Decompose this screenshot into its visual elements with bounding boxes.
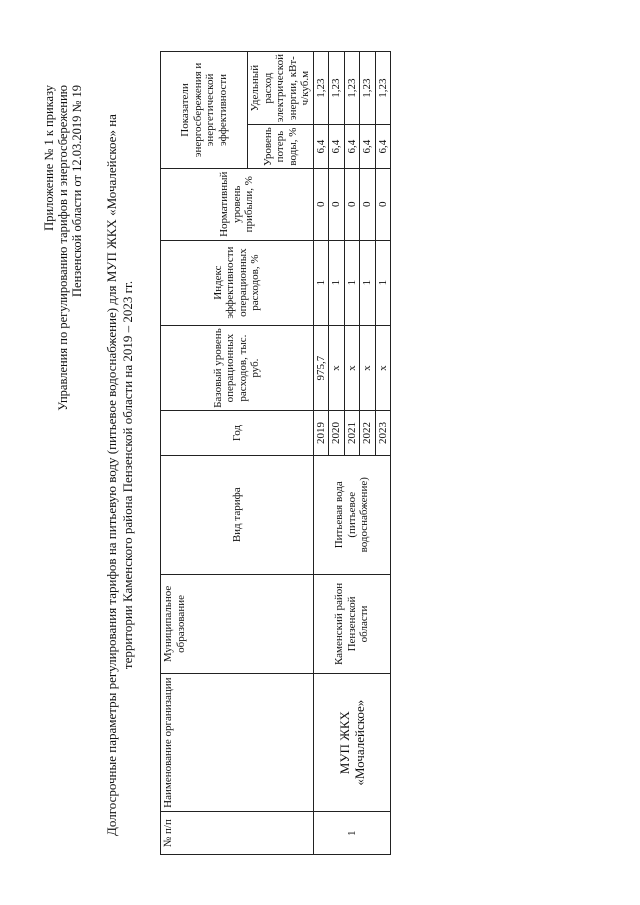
cell-year: 2023: [375, 411, 391, 455]
header-num: № п/п: [161, 812, 314, 855]
header-base-level: Базовый уровень операционных расходов, тыс. руб.: [161, 325, 314, 411]
header-profit-level: Нормативный уровень прибыли, %: [161, 168, 314, 240]
cell-efficiency-index: 1: [329, 240, 345, 325]
cell-specific-consumption: 1,23: [344, 52, 360, 125]
cell-specific-consumption: 1,23: [375, 52, 391, 125]
cell-year: 2021: [344, 411, 360, 455]
cell-specific-consumption: 1,23: [329, 52, 345, 125]
cell-year: 2019: [313, 411, 329, 455]
cell-water-loss: 6,4: [329, 125, 345, 169]
header-tariff-type: Вид тарифа: [161, 455, 314, 574]
cell-base-level: х: [375, 325, 391, 411]
header-year: Год: [161, 411, 314, 455]
cell-num: 1: [313, 812, 391, 855]
appendix-line-1: Приложение № 1 к приказу: [42, 85, 56, 231]
header-org: Наименование организации: [161, 673, 314, 812]
cell-year: 2020: [329, 411, 345, 455]
cell-water-loss: 6,4: [360, 125, 376, 169]
cell-municipality: Каменский район Пензенской области: [313, 574, 391, 673]
header-water-loss: Уровень потерь воды, %: [248, 125, 314, 169]
appendix-line-3: Пензенской области от 12.03.2019 № 19: [70, 85, 84, 297]
header-municipality: Муниципальное образование: [161, 574, 314, 673]
table-row: [313, 52, 329, 855]
cell-base-level: х: [329, 325, 345, 411]
org-name-line-2: «Мочалейское»: [351, 699, 367, 786]
header-specific-consumption: Удельный расход электрической энергии, кВт-ч/куб.м: [248, 52, 314, 125]
cell-base-level: х: [344, 325, 360, 411]
cell-org-name: [313, 673, 391, 812]
cell-specific-consumption: 1,23: [360, 52, 376, 125]
document-title: [104, 105, 136, 845]
cell-efficiency-index: 1: [344, 240, 360, 325]
cell-water-loss: 6,4: [313, 125, 329, 169]
cell-year: 2022: [360, 411, 376, 455]
cell-profit-level: 0: [360, 168, 376, 240]
header-efficiency-index: Индекс эффективности операционных расходов, %: [161, 240, 314, 325]
cell-profit-level: 0: [375, 168, 391, 240]
cell-tariff-type: Питьевая вода (питьевое водоснабжение): [313, 455, 391, 574]
cell-efficiency-index: 1: [360, 240, 376, 325]
cell-efficiency-index: 1: [375, 240, 391, 325]
cell-efficiency-index: 1: [313, 240, 329, 325]
cell-water-loss: 6,4: [344, 125, 360, 169]
cell-base-level: 975,7: [313, 325, 329, 411]
org-name-line-1: МУП ЖКХ: [336, 711, 352, 775]
cell-profit-level: 0: [329, 168, 345, 240]
cell-profit-level: 0: [344, 168, 360, 240]
appendix-note: [42, 85, 84, 505]
cell-profit-level: 0: [313, 168, 329, 240]
parameters-table: [160, 51, 391, 855]
cell-specific-consumption: 1,23: [313, 52, 329, 125]
title-line-2: территории Каменского района Пензенской области на 2019 – 2023 гг.: [120, 280, 135, 670]
header-indicators-group: Показатели энергосбережения и энергетической эффективности: [161, 52, 248, 169]
cell-base-level: х: [360, 325, 376, 411]
cell-water-loss: 6,4: [375, 125, 391, 169]
appendix-line-2: Управления по регулированию тарифов и энергосбережению: [56, 85, 70, 411]
title-line-1: Долгосрочные параметры регулирования тарифов на питьевую воду (питьевое водоснабжение) для МУП ЖКХ «Мочалейское» на: [104, 114, 119, 836]
